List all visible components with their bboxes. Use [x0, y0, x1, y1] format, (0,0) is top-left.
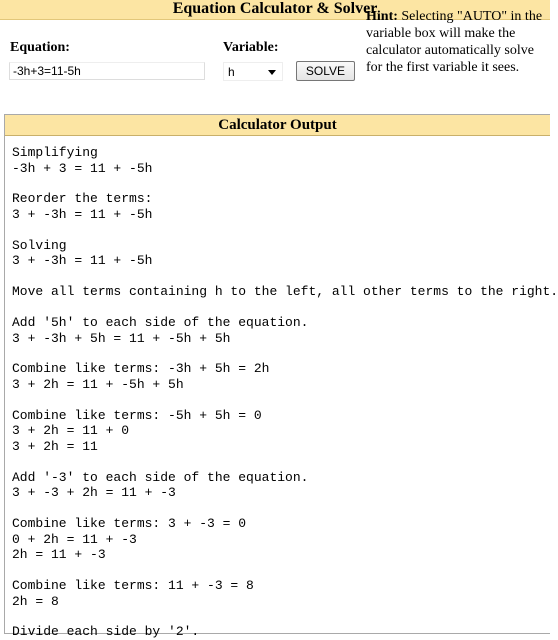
output-line: Combine like terms: -3h + 5h = 2h [12, 361, 270, 377]
step-spacer [12, 346, 558, 361]
variable-select[interactable] [223, 62, 283, 81]
output-line: Simplifying [12, 145, 98, 160]
output-line: 3 + 2h = 11 + -5h + 5h [12, 376, 184, 392]
output-line: Move all terms containing h to the left, all other terms to the right. [12, 284, 558, 300]
output-line: 2h = 11 + -3 [12, 547, 106, 563]
output-line: 3 + -3h = 11 + -5h [12, 253, 153, 269]
output-line: 3 + 2h = 11 [12, 438, 98, 454]
calculator-output-panel [4, 114, 558, 640]
step-spacer [12, 392, 558, 407]
output-title: Calculator Output [5, 115, 550, 136]
variable-select-value: h [228, 65, 235, 79]
step-spacer [12, 269, 558, 284]
output-line: Add '-3' to each side of the equation. [12, 469, 309, 485]
step-spacer [12, 501, 558, 516]
variable-label: Variable: [223, 40, 279, 55]
output-line: 3 + -3h = 11 + -5h [12, 206, 153, 222]
solve-button[interactable]: SOLVE [296, 61, 355, 81]
step-spacer [12, 223, 558, 238]
output-line: 0 + 2h = 11 + -3 [12, 531, 137, 547]
page-title: Equation Calculator & Solver [0, 0, 550, 20]
hint-body: Selecting "AUTO" in the variable box will make the calculator automatically solve for the first variable it sees. [366, 9, 543, 75]
output-line: Combine like terms: -5h + 5h = 0 [12, 407, 262, 423]
output-line: 3 + -3 + 2h = 11 + -3 [12, 485, 176, 501]
output-line: 2h = 8 [12, 593, 59, 609]
output-line: 3 + -3h + 5h = 11 + -5h + 5h [12, 330, 231, 346]
output-line: Combine like terms: 3 + -3 = 0 [12, 516, 247, 531]
hint-text [366, 8, 548, 76]
step-spacer [12, 454, 558, 469]
output-line: Reorder the terms: [12, 191, 153, 207]
equation-label: Equation: [10, 40, 70, 55]
hint-prefix: Hint: [366, 9, 398, 24]
output-line: 3 + 2h = 11 + 0 [12, 423, 130, 439]
output-line: Add '5h' to each side of the equation. [12, 314, 309, 330]
step-spacer [12, 176, 558, 191]
chevron-down-icon [268, 70, 276, 75]
step-spacer [12, 300, 558, 315]
output-line: Combine like terms: 11 + -3 = 8 [12, 577, 254, 593]
output-steps [12, 145, 558, 640]
output-line: Divide each side by '2'. [12, 624, 200, 640]
equation-input[interactable] [9, 62, 205, 80]
step-spacer [12, 563, 558, 578]
step-spacer [12, 609, 558, 624]
output-line: -3h + 3 = 11 + -5h [12, 160, 153, 176]
output-line: Solving [12, 237, 67, 253]
